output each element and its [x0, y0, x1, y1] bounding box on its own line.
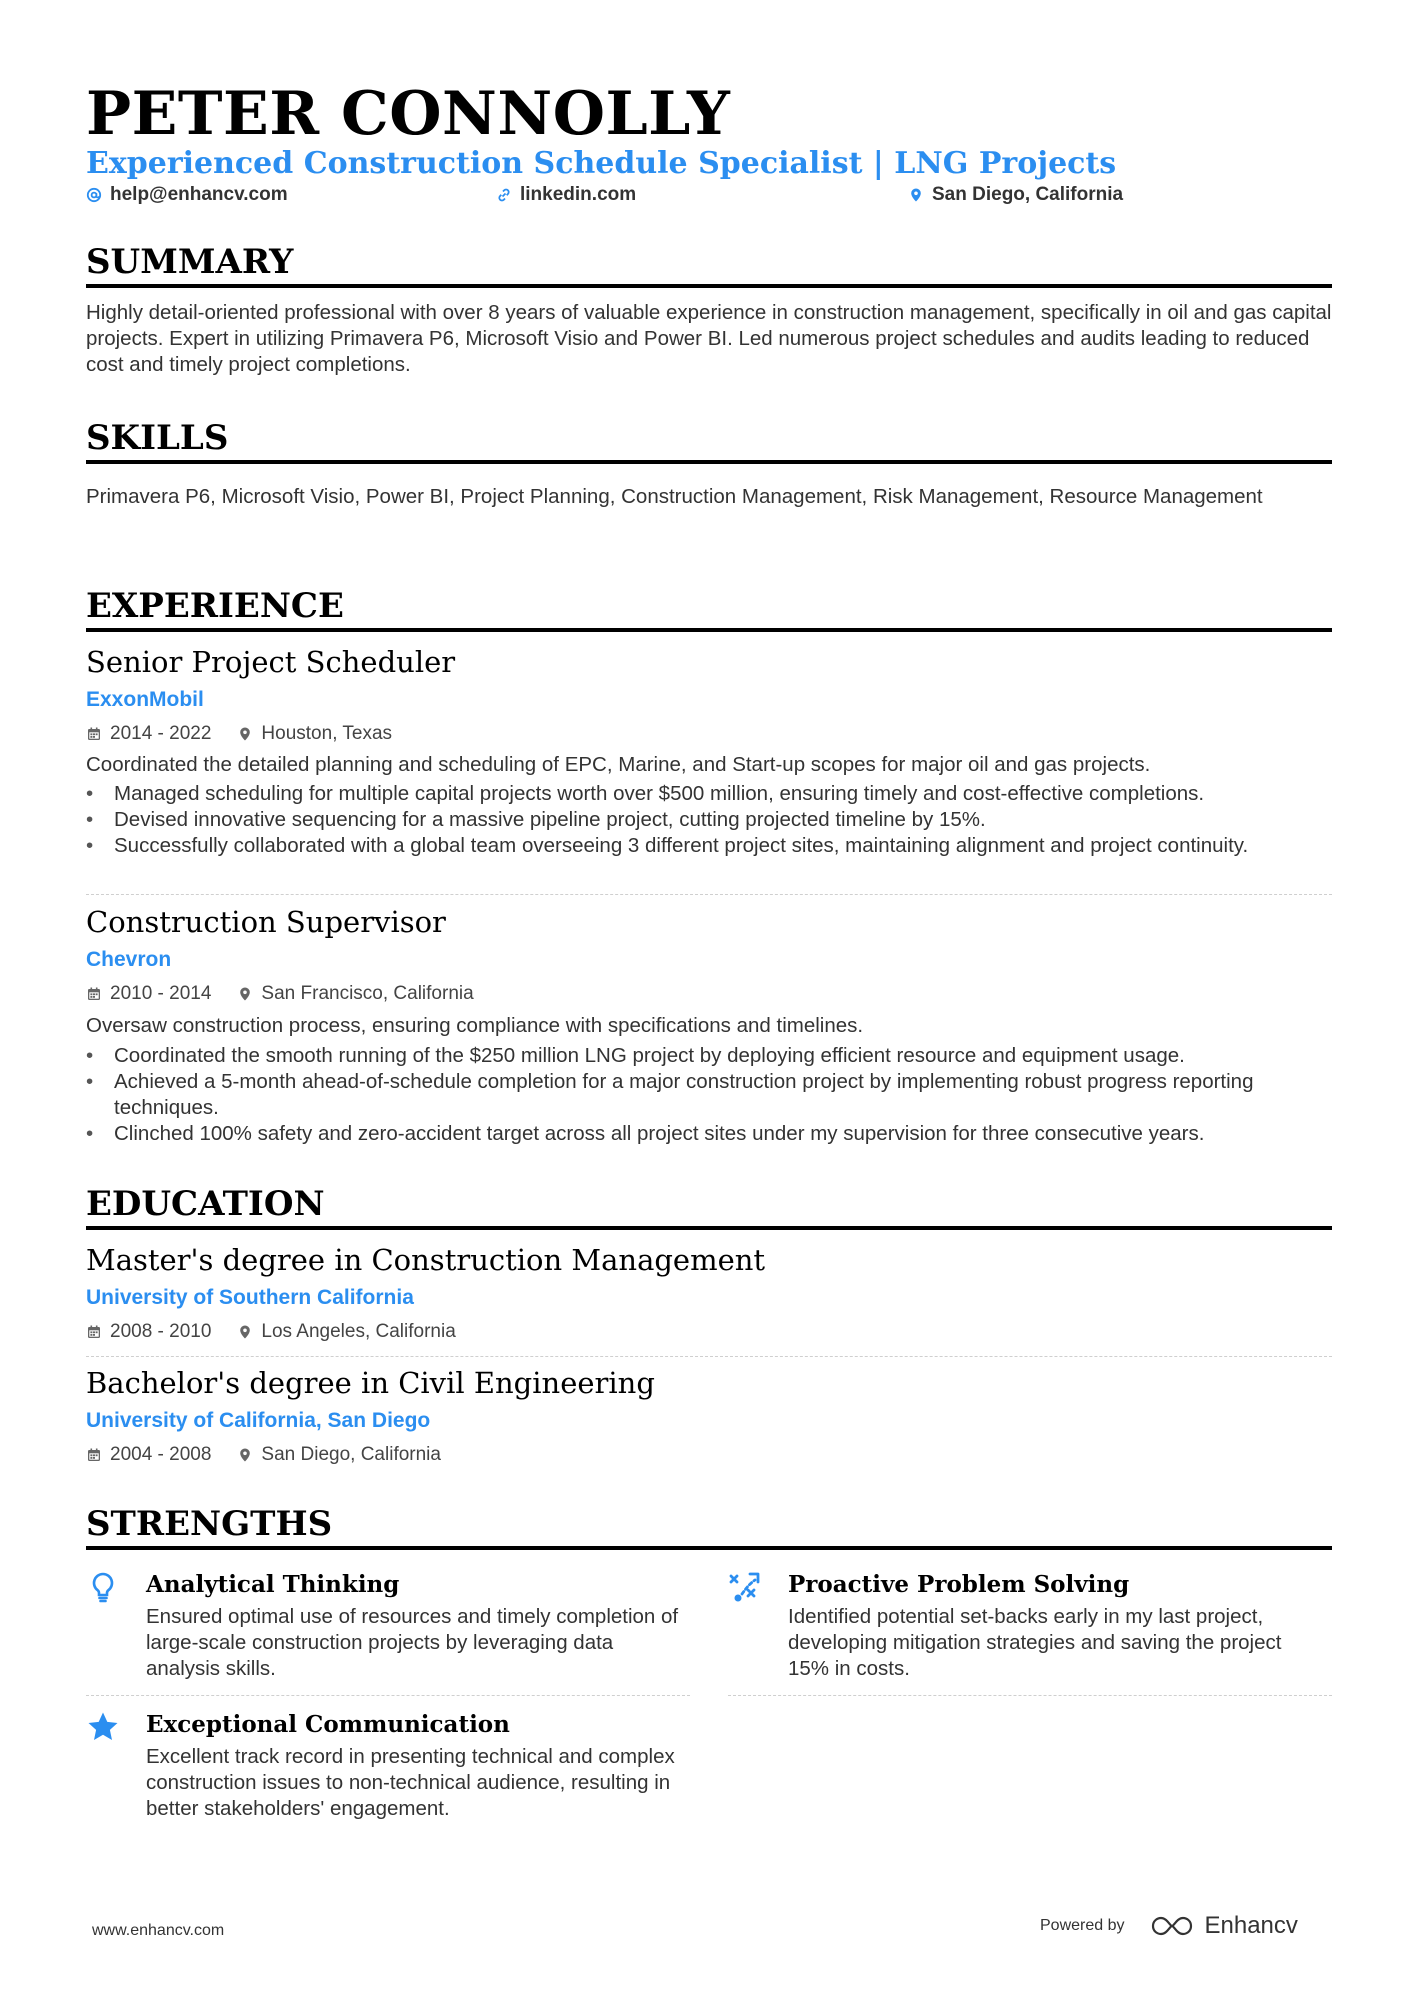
summary-text: Highly detail-oriented professional with over 8 years of valuable experience in construction management, specifically in oil and gas capital projects. Expert in utilizing Primavera P6, Microsoft Visio and Power BI. Led numerous project schedules and audits leading to reduced cost and timely project completions. — [86, 301, 1332, 376]
brand-name: Enhancv — [1204, 1912, 1298, 1939]
calendar-icon — [86, 726, 102, 742]
job-1-role: Senior Project Scheduler — [86, 645, 456, 679]
footer-website[interactable]: www.enhancv.com — [92, 1922, 225, 1939]
list-item: • Devised innovative sequencing for a massive pipeline project, cutting projected timeline by 15%. — [86, 807, 1332, 833]
star-icon — [86, 1710, 120, 1744]
strength-title: Proactive Problem Solving — [788, 1571, 1130, 1598]
location-pin-icon — [237, 1324, 253, 1340]
email-text: help@enhancv.com — [110, 184, 288, 205]
location-pin-icon — [237, 986, 253, 1002]
education-1-school: University of Southern California — [86, 1286, 414, 1309]
job-1-dates: 2014 - 2022 — [110, 723, 212, 744]
contact-linkedin[interactable] — [496, 184, 636, 206]
divider — [86, 894, 1332, 895]
list-item: • Successfully collaborated with a global team overseeing 3 different project sites, maintaining alignment and project continuity. — [86, 833, 1332, 859]
education-1-meta — [86, 1319, 456, 1345]
linkedin-text: linkedin.com — [520, 184, 637, 205]
divider — [86, 1695, 690, 1696]
job-2-company: Chevron — [86, 948, 172, 971]
job-2-meta — [86, 981, 474, 1007]
divider — [728, 1695, 1332, 1696]
list-item: • Clinched 100% safety and zero-accident target across all project sites under my supervision for three consecutive years. — [86, 1121, 1332, 1147]
experience-heading: EXPERIENCE — [86, 586, 1332, 632]
location-pin-icon — [237, 1447, 253, 1463]
job-1-meta — [86, 721, 392, 747]
location-pin-icon — [237, 726, 253, 742]
education-1-degree: Master's degree in Construction Management — [86, 1243, 766, 1277]
calendar-icon — [86, 1447, 102, 1463]
list-item: • Managed scheduling for multiple capital projects worth over $500 million, ensuring timely and cost-effective completions. — [86, 781, 1332, 807]
education-heading: EDUCATION — [86, 1184, 1332, 1230]
location-text: San Diego, California — [932, 184, 1124, 205]
job-1-description: Coordinated the detailed planning and scheduling of EPC, Marine, and Start-up scopes for major oil and gas projects. — [86, 753, 1151, 776]
calendar-icon — [86, 986, 102, 1002]
education-1-dates: 2008 - 2010 — [110, 1321, 212, 1342]
education-1-location: Los Angeles, California — [261, 1321, 456, 1342]
strength-title: Analytical Thinking — [146, 1571, 400, 1598]
enhancv-logo[interactable] — [1149, 1912, 1298, 1940]
list-item: • Achieved a 5-month ahead-of-schedule completion for a major construction project by implementing robust progress reporting techniques. — [86, 1069, 1332, 1121]
candidate-name: PETER CONNOLLY — [86, 79, 731, 149]
contact-row — [86, 184, 1332, 212]
divider — [86, 1356, 1332, 1357]
footer-powered-by — [1040, 1912, 1298, 1940]
link-icon — [496, 187, 512, 203]
education-2-meta — [86, 1442, 441, 1468]
lightbulb-icon — [86, 1570, 120, 1604]
education-2-location: San Diego, California — [261, 1444, 441, 1465]
job-1-location: Houston, Texas — [261, 723, 393, 744]
summary-heading: SUMMARY — [86, 242, 1332, 288]
job-2-role: Construction Supervisor — [86, 905, 446, 939]
list-item: • Coordinated the smooth running of the $250 million LNG project by deploying efficient resource and equipment usage. — [86, 1043, 1332, 1069]
education-2-school: University of California, San Diego — [86, 1409, 431, 1432]
strategy-icon — [728, 1570, 762, 1604]
skills-heading: SKILLS — [86, 418, 1332, 464]
strength-text: Excellent track record in presenting technical and complex construction issues to non-technical audience, resulting in better stakeholders' engagement. — [146, 1745, 675, 1820]
skills-text: Primavera P6, Microsoft Visio, Power BI, Project Planning, Construction Management, Risk Management, Resource Management — [86, 485, 1263, 508]
job-2-dates: 2010 - 2014 — [110, 983, 212, 1004]
location-pin-icon — [908, 187, 924, 203]
contact-email[interactable] — [86, 184, 288, 206]
job-1-bullets — [86, 781, 1332, 859]
strength-text: Ensured optimal use of resources and timely completion of large-scale construction projects by leveraging data analysis skills. — [146, 1605, 679, 1680]
strength-text: Identified potential set-backs early in my last project, developing mitigation strategies and saving the project 15% in costs. — [788, 1605, 1282, 1680]
education-2-degree: Bachelor's degree in Civil Engineering — [86, 1366, 655, 1400]
at-icon — [86, 187, 102, 203]
candidate-headline: Experienced Construction Schedule Specialist | LNG Projects — [86, 146, 1117, 181]
powered-by-label: Powered by — [1040, 1917, 1125, 1934]
calendar-icon — [86, 1324, 102, 1340]
job-1-company: ExxonMobil — [86, 688, 204, 711]
job-2-description: Oversaw construction process, ensuring compliance with specifications and timelines. — [86, 1014, 864, 1037]
education-2-dates: 2004 - 2008 — [110, 1444, 212, 1465]
job-2-bullets — [86, 1043, 1332, 1147]
strengths-heading: STRENGTHS — [86, 1504, 1332, 1550]
strength-title: Exceptional Communication — [146, 1711, 510, 1738]
enhancv-logo-icon — [1149, 1914, 1195, 1938]
contact-location — [908, 184, 1123, 206]
job-2-location: San Francisco, California — [261, 983, 474, 1004]
